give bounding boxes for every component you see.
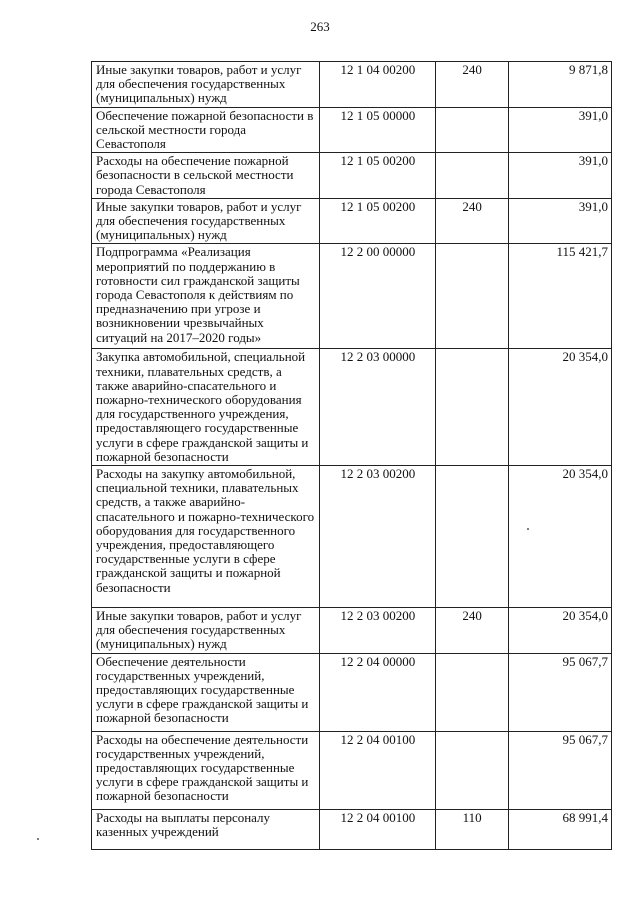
scan-speck <box>37 838 39 840</box>
cell-name-line: готовности сил гражданской защиты <box>96 272 300 288</box>
cell-code: 12 2 03 00200 <box>320 466 436 608</box>
cell-name-line: государственных учреждений, <box>96 667 265 683</box>
scan-speck <box>527 528 529 530</box>
cell-name-line: (муниципальных) нужд <box>96 90 227 106</box>
cell-name-line: Обеспечение пожарной безопасности в <box>96 107 314 123</box>
cell-name <box>92 809 320 849</box>
cell-name-line: пожарной безопасности <box>96 448 229 464</box>
cell-code: 12 2 04 00100 <box>320 809 436 849</box>
table-row <box>92 466 612 608</box>
cell-expense-type <box>435 107 508 153</box>
cell-code: 12 2 00 00000 <box>320 244 436 349</box>
cell-expense-type <box>435 153 508 199</box>
budget-table <box>91 61 612 850</box>
cell-name-line: для обеспечения государственных <box>96 76 286 92</box>
cell-code: 12 1 05 00200 <box>320 198 436 244</box>
cell-name-line: пожарной безопасности <box>96 788 229 804</box>
cell-name-line: мероприятий по поддержанию в <box>96 258 276 274</box>
cell-name-line: для обеспечения государственных <box>96 622 286 638</box>
cell-name-line: услуги в сфере гражданской защиты и <box>96 696 309 712</box>
table-row <box>92 198 612 244</box>
cell-expense-type <box>435 653 508 731</box>
cell-name <box>92 62 320 108</box>
cell-expense-type: 240 <box>435 608 508 654</box>
cell-name-line: государственные услуги в сфере <box>96 551 276 567</box>
cell-name-line: предназначению при угрозе и <box>96 301 261 317</box>
cell-name-line: сельской местности города <box>96 121 246 137</box>
cell-code: 12 2 04 00100 <box>320 731 436 809</box>
cell-name-line: Обеспечение деятельности <box>96 653 246 669</box>
cell-amount: 95 067,7 <box>508 731 611 809</box>
table-row <box>92 244 612 349</box>
cell-name <box>92 198 320 244</box>
cell-expense-type: 240 <box>435 198 508 244</box>
cell-name <box>92 244 320 349</box>
cell-name-line: для государственного учреждения, <box>96 406 289 422</box>
cell-name-line: Севастополя <box>96 136 166 152</box>
cell-name-line: Расходы на закупку автомобильной, <box>96 466 296 482</box>
cell-name-line: города Севастополя к действиям по <box>96 287 294 303</box>
cell-name-line: услуги в сфере гражданской защиты и <box>96 434 309 450</box>
cell-expense-type <box>435 731 508 809</box>
cell-name-line: Расходы на выплаты персоналу <box>96 809 271 825</box>
cell-name-line: предоставляющих государственные <box>96 682 295 698</box>
cell-expense-type <box>435 466 508 608</box>
cell-name <box>92 608 320 654</box>
cell-name-line: специальной техники, плавательных <box>96 480 299 496</box>
table-row <box>92 153 612 199</box>
cell-amount: 20 354,0 <box>508 349 611 466</box>
cell-name-line: Закупка автомобильной, специальной <box>96 349 306 365</box>
cell-name-line: учреждения, предоставляющего <box>96 537 275 553</box>
cell-amount: 68 991,4 <box>508 809 611 849</box>
cell-expense-type: 240 <box>435 62 508 108</box>
cell-name-line: предоставляющих государственные <box>96 760 295 776</box>
cell-amount: 95 067,7 <box>508 653 611 731</box>
cell-name-line: (муниципальных) нужд <box>96 636 227 652</box>
cell-expense-type: 110 <box>435 809 508 849</box>
cell-name-line: услуги в сфере гражданской защиты и <box>96 774 309 790</box>
page-number: 263 <box>310 19 330 34</box>
cell-name <box>92 349 320 466</box>
table-row <box>92 731 612 809</box>
cell-name <box>92 153 320 199</box>
cell-code: 12 1 04 00200 <box>320 62 436 108</box>
cell-name <box>92 653 320 731</box>
cell-name <box>92 107 320 153</box>
table-row <box>92 349 612 466</box>
cell-amount: 9 871,8 <box>508 62 611 108</box>
table-row <box>92 809 612 849</box>
cell-amount: 20 354,0 <box>508 608 611 654</box>
cell-name-line: средств, а также аварийно- <box>96 494 246 510</box>
cell-name-line: пожарно-технического оборудования <box>96 392 302 408</box>
cell-code: 12 2 03 00000 <box>320 349 436 466</box>
cell-name-line: казенных учреждений <box>96 823 219 839</box>
cell-code: 12 2 04 00000 <box>320 653 436 731</box>
cell-name-line: ситуаций на 2017–2020 годы» <box>96 329 262 345</box>
cell-name-line: государственных учреждений, <box>96 745 265 761</box>
cell-amount: 391,0 <box>508 198 611 244</box>
cell-amount: 20 354,0 <box>508 466 611 608</box>
cell-name-line: Подпрограмма «Реализация <box>96 244 251 260</box>
cell-name-line: Иные закупки товаров, работ и услуг <box>96 608 302 624</box>
cell-name-line: спасательного и пожарно-технического <box>96 508 315 524</box>
cell-name-line: предоставляющего государственные <box>96 420 299 436</box>
cell-name-line: города Севастополя <box>96 181 206 197</box>
table-row <box>92 653 612 731</box>
table-row <box>92 608 612 654</box>
cell-expense-type <box>435 244 508 349</box>
cell-name-line: гражданской защиты и пожарной <box>96 565 281 581</box>
cell-code: 12 1 05 00000 <box>320 107 436 153</box>
budget-table-body <box>92 62 612 850</box>
cell-code: 12 1 05 00200 <box>320 153 436 199</box>
cell-name-line: безопасности в сельской местности <box>96 167 294 183</box>
table-row <box>92 107 612 153</box>
cell-name <box>92 466 320 608</box>
cell-name-line: Иные закупки товаров, работ и услуг <box>96 62 302 77</box>
cell-name-line: для обеспечения государственных <box>96 213 286 229</box>
table-row <box>92 62 612 108</box>
cell-name-line: (муниципальных) нужд <box>96 227 227 243</box>
cell-name-line: пожарной безопасности <box>96 710 229 726</box>
cell-name-line: также аварийно-спасательного и <box>96 377 277 393</box>
cell-amount: 391,0 <box>508 107 611 153</box>
cell-code: 12 2 03 00200 <box>320 608 436 654</box>
cell-name-line: безопасности <box>96 579 171 595</box>
cell-expense-type <box>435 349 508 466</box>
cell-amount: 115 421,7 <box>508 244 611 349</box>
cell-name <box>92 731 320 809</box>
cell-name-line: оборудования для государственного <box>96 522 296 538</box>
cell-name-line: возникновении чрезвычайных <box>96 315 264 331</box>
cell-name-line: Расходы на обеспечение деятельности <box>96 731 309 747</box>
cell-amount: 391,0 <box>508 153 611 199</box>
cell-name-line: техники, плавательных средств, а <box>96 363 282 379</box>
cell-name-line: Расходы на обеспечение пожарной <box>96 153 289 169</box>
cell-name-line: Иные закупки товаров, работ и услуг <box>96 198 302 214</box>
